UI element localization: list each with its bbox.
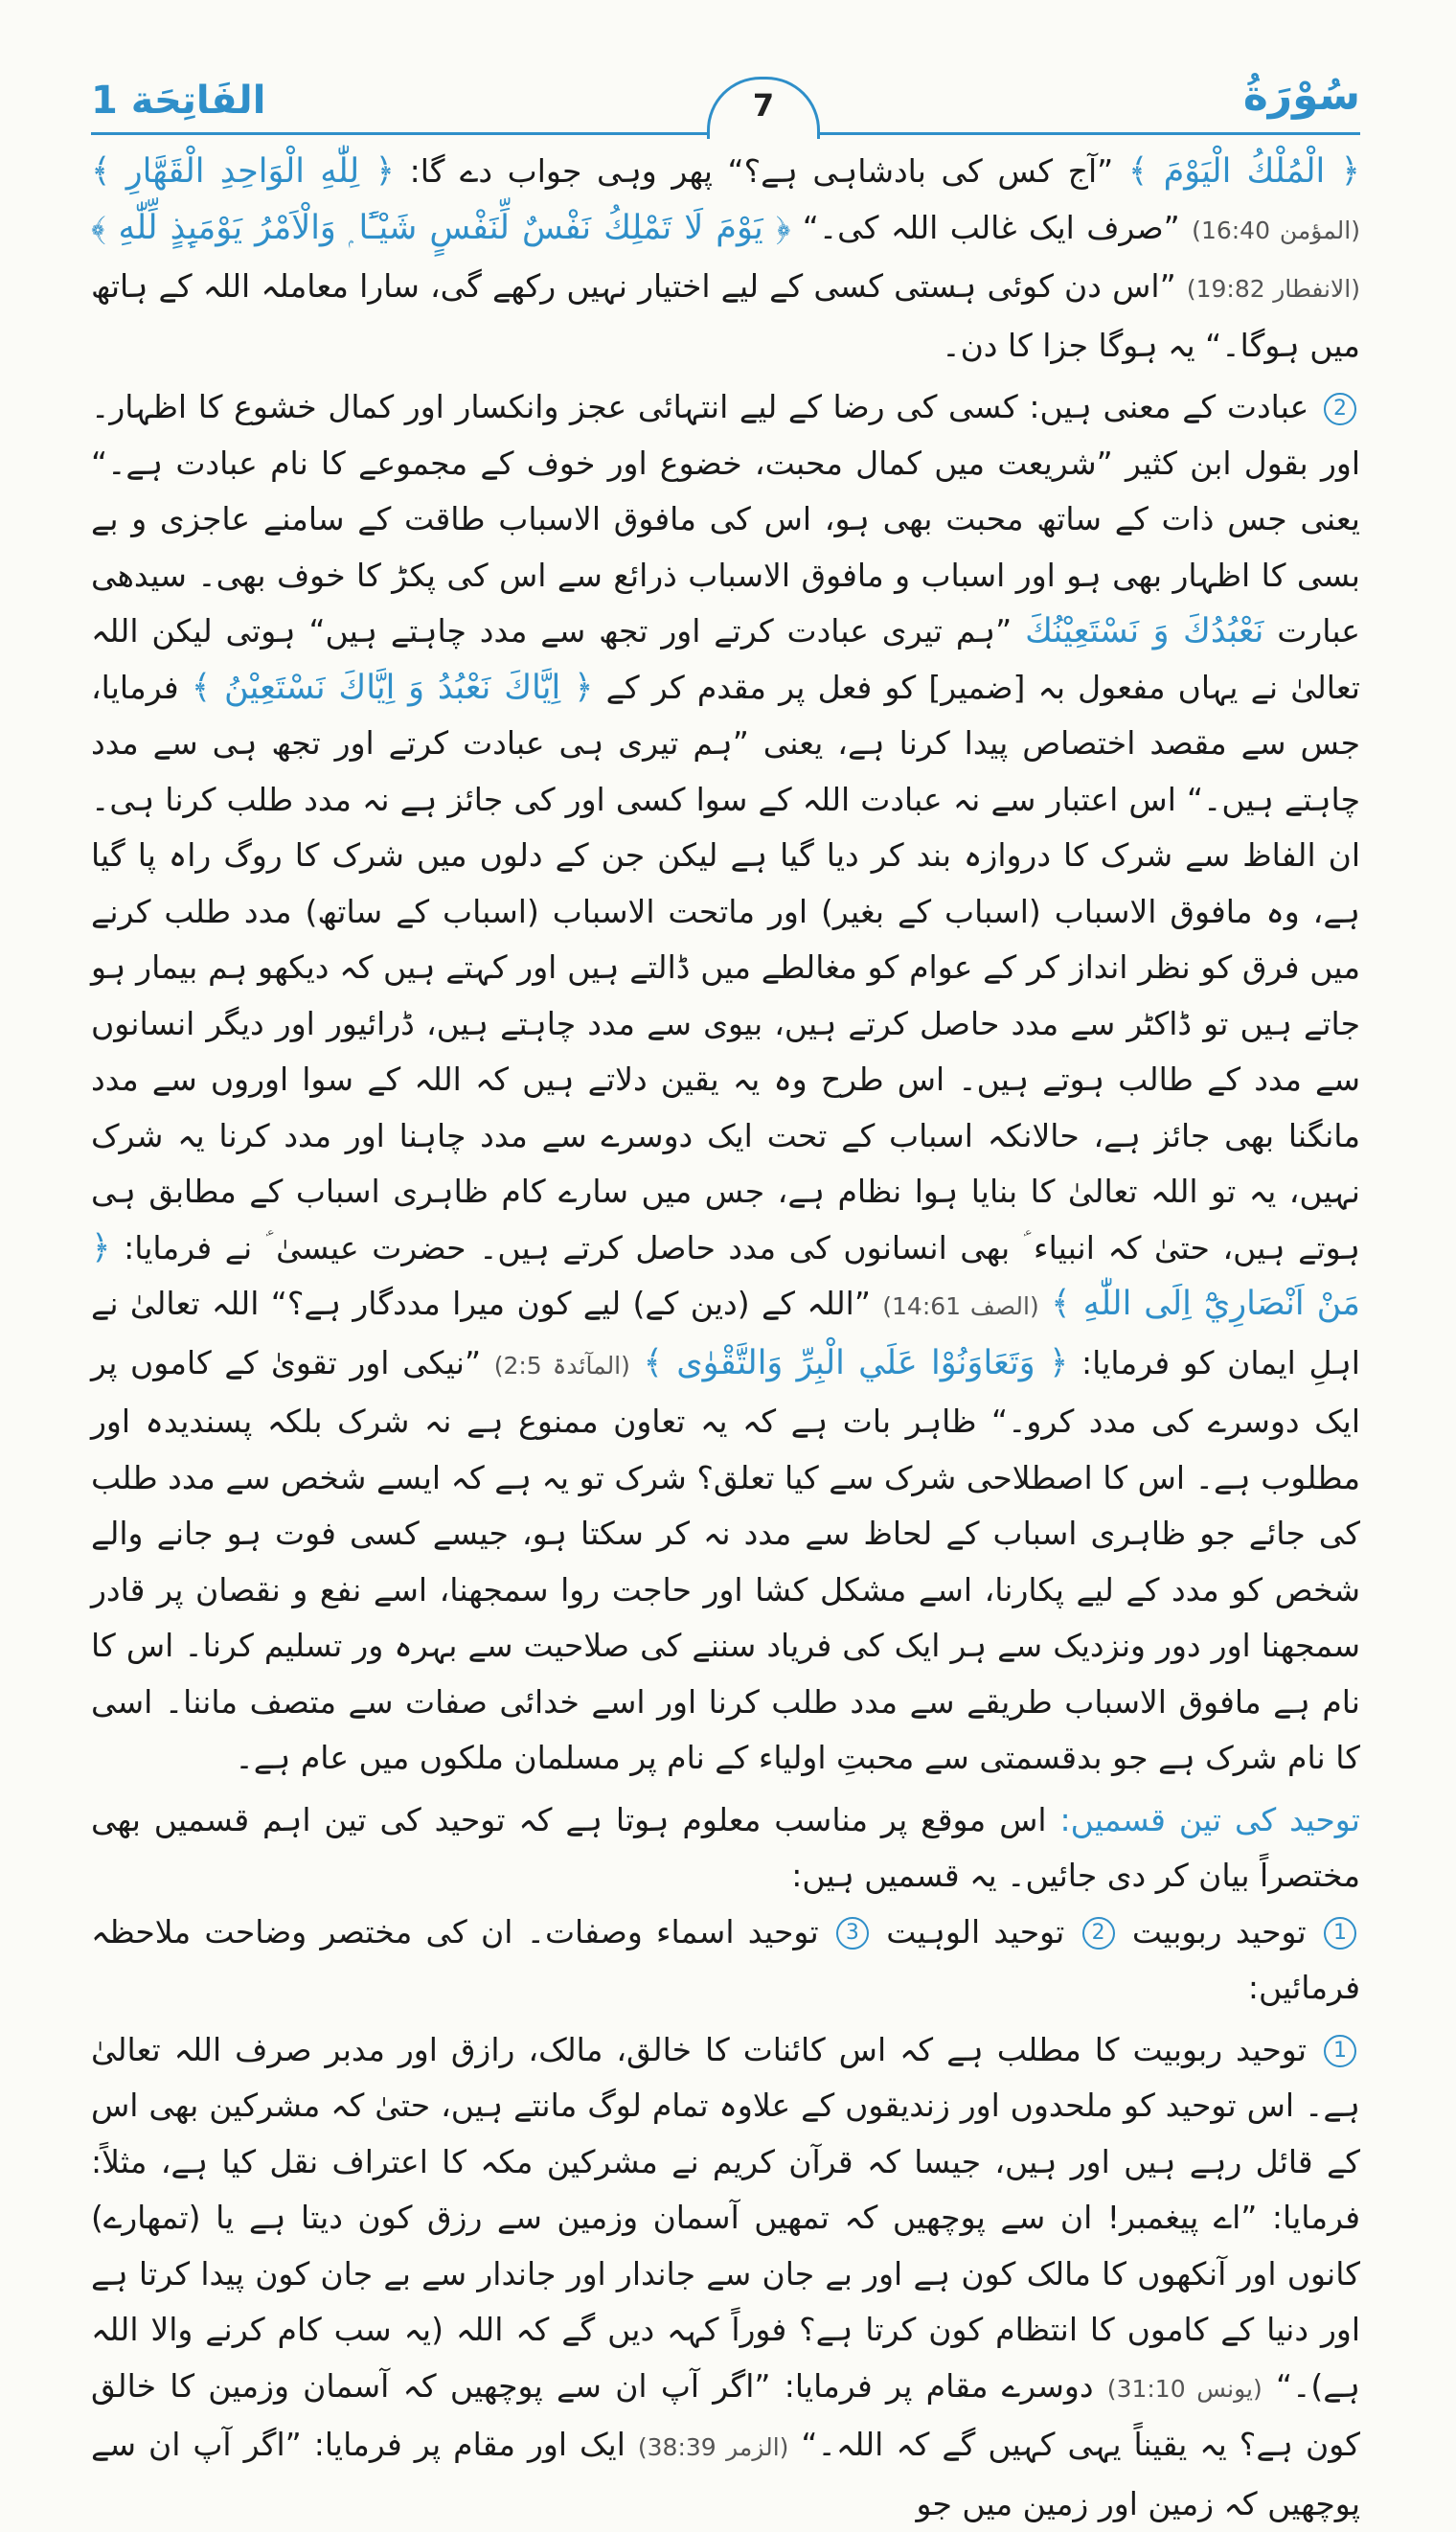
body-text: عبادت کے معنی ہیں: کسی کی رضا کے لیے انتہائی عجز وانکسار اور کمال خشوع کا اظہار۔ اور بقول ابن کثیر ”شریعت میں کمال محبت، خضوع اور خوف کے مجموعے کا نام عبادت ہے۔“ یعنی جس ذات کے ساتھ محبت بھی ہو، اس کی مافوق الاسباب طاقت کے سامنے عاجزی و بے بسی کا اظہار بھی ہو اور اسباب و مافوق الاسباب ذرائع سے اس کی پکڑ کا خوف بھی۔ سیدھی عبارت <box>91 388 1360 650</box>
surah-name: الفَاتِحَة 1 <box>91 79 265 123</box>
section-heading: توحید کی تین قسمیں: <box>1059 1801 1360 1838</box>
ayah-text: نَعْبُدُكَ وَ نَسْتَعِيْنُكَ <box>1025 612 1263 650</box>
paragraph-2 <box>91 379 1360 1787</box>
page-header <box>0 0 1456 153</box>
list-item: توحید اسماء وصفات۔ <box>527 1913 819 1950</box>
body-text: ”اللہ کے (دین کے) لیے کون میرا مددگار ہے؟“ اللہ تعالیٰ نے اہلِ ایمان کو فرمایا: <box>91 1285 1360 1381</box>
body-text: ان کی مختصر وضاحت ملاحظہ فرمائیں: <box>91 1913 1360 2007</box>
list-item: توحید ربوبیت <box>1132 1913 1307 1950</box>
tawheed-types-list <box>91 1905 1360 2017</box>
ayah-text: ﴿ يَوْمَ لَا تَمْلِكُ نَفْسٌ لِّنَفْسٍ شَيْـًٔا ۭ وَالْاَمْرُ يَوْمَىِٕذٍ لِّلّٰهِ ﴾ <box>91 209 790 247</box>
body-text: ”نیکی اور تقویٰ کے کاموں پر ایک دوسرے کی مدد کرو۔“ ظاہر بات ہے کہ یہ تعاون ممنوع ہے نہ شرک بلکہ پسندیدہ اور مطلوب ہے۔ اس کا اصطلاحی شرک سے کیا تعلق؟ شرک تو یہ ہے کہ ایسے شخص سے مدد طلب کی جائے جو ظاہری اسباب کے لحاظ سے مدد نہ کر سکتا ہو، جیسے کسی فوت ہو جانے والے شخص کو مدد کے لیے پکارنا، اسے مشکل کشا اور حاجت روا سمجھنا، اسے نفع و نقصان پر قادر سمجھنا اور دور ونزدیک سے ہر ایک کی فریاد سننے کی صلاحیت سے بہرہ ور تسلیم کرنا۔ اس کا نام ہے مافوق الاسباب طریقے سے مدد طلب کرنا اور اسے خدائی صفات سے متصف ماننا۔ اسی کا نام شرک ہے جو بدقسمتی سے محبتِ اولیاء کے نام پر مسلمان ملکوں میں عام ہے۔ <box>91 1344 1360 1777</box>
verse-reference: (المؤمن 16:40) <box>1192 217 1360 244</box>
footnote-number: 2 <box>1324 393 1356 425</box>
ayah-text: ﴿ وَتَعَاوَنُوْا عَلَي الْبِرِّ وَالتَّقْوٰى ﴾ <box>644 1344 1069 1382</box>
body-text: ”صرف ایک غالب اللہ کی۔“ <box>803 209 1180 246</box>
list-item: توحید الوہیت <box>886 1913 1064 1950</box>
body-text: دوسرے مقام پر فرمایا: ”اگر آپ ان سے پوچھیں کہ آسمان وزمین کا خالق کون ہے؟ یہ یقیناً یہی کہیں گے کہ اللہ۔“ <box>91 2367 1360 2464</box>
verse-reference: (الانفطار 19:82) <box>1187 275 1360 303</box>
page-body <box>91 144 1360 2532</box>
body-text: اس موقع پر مناسب معلوم ہوتا ہے کہ توحید کی تین اہم قسمیں بھی مختصراً بیان کر دی جائیں۔ یہ قسمیں ہیں: <box>91 1801 1360 1895</box>
ayah-text: ﴿ اِيَّاكَ نَعْبُدُ وَ اِيَّاكَ نَسْتَعِيْنُ ﴾ <box>192 669 594 707</box>
surah-label: سُوْرَةُ <box>1243 71 1360 120</box>
body-text: ”آج کس کی بادشاہی ہے؟“ پھر وہی جواب دے گا: <box>410 152 1114 190</box>
verse-reference: (المآئدۃ 2:5) <box>494 1352 630 1380</box>
ayah-text: ﴿ مَنْ اَنْصَارِيْٓ اِلَى اللّٰهِ ﴾ <box>91 1229 1360 1324</box>
body-text: فرمایا، جس سے مقصد اختصاص پیدا کرنا ہے، یعنی ”ہم تیری ہی عبادت کرتے اور تجھ ہی سے مدد چاہتے ہیں۔“ اس اعتبار سے نہ عبادت اللہ کے سوا کسی اور کی جائز ہے نہ مدد طلب کرنا ہی۔ ان الفاظ سے شرک کا دروازہ بند کر دیا گیا ہے لیکن جن کے دلوں میں شرک کا روگ راہ پا گیا ہے، وہ مافوق الاسباب (اسباب کے بغیر) اور ماتحت الاسباب (اسباب کے ساتھ) مدد طلب کرنے میں فرق کو نظر انداز کر کے عوام کو مغالطے میں ڈالتے ہیں اور کہتے ہیں کہ دیکھو ہم بیمار ہو جاتے ہیں تو ڈاکٹر سے مدد حاصل کرتے ہیں، بیوی سے مدد چاہتے ہیں، ڈرائیور اور دیگر انسانوں سے مدد کے طالب ہوتے ہیں۔ اس طرح وہ یہ یقین دلاتے ہیں کہ اللہ کے سوا اوروں سے مدد مانگنا بھی جائز ہے، حالانکہ اسباب کے تحت ایک دوسرے سے مدد چاہنا اور مدد کرنا یہ شرک نہیں، یہ تو اللہ تعالیٰ کا بنایا ہوا نظام ہے، جس میں سارے کام ظاہری اسباب کے مطابق ہی ہوتے ہیں، حتیٰ کہ انبیاء ؑ بھی انسانوں کی مدد حاصل کرتے ہیں۔ حضرت عیسیٰ ؑ نے فرمایا: <box>91 669 1360 1266</box>
body-text: توحید ربوبیت کا مطلب ہے کہ اس کائنات کا خالق، مالک، رازق اور مدبر صرف اللہ تعالیٰ ہے۔ اس توحید کو ملحدوں اور زندیقوں کے علاوہ تمام لوگ مانتے ہیں، حتیٰ کہ مشرکین بھی اس کے قائل رہے ہیں اور ہیں، جیسا کہ قرآن کریم نے مشرکین مکہ کا اعتراف نقل کیا ہے، مثلاً: فرمایا: ”اے پیغمبر! ان سے پوچھیں کہ تمھیں آسمان وزمین سے رزق کون دیتا ہے یا (تمھارے) کانوں اور آنکھوں کا مالک کون ہے اور بے جان سے جاندار اور جاندار سے بے جان کون پیدا کرتا ہے اور دنیا کے کاموں کا انتظام کون کرتا ہے؟ فوراً کہہ دیں گے کہ اللہ (یہ سب کام کرنے والا اللہ ہے)۔“ <box>91 2031 1360 2405</box>
paragraph-3 <box>91 1792 1360 1905</box>
verse-reference: (یونس 31:10) <box>1107 2375 1263 2403</box>
verse-reference: (الزمر 38:39) <box>638 2433 789 2461</box>
list-number: 2 <box>1082 1917 1115 1950</box>
paragraph-4 <box>91 2022 1360 2532</box>
page-number-tab <box>707 77 820 139</box>
list-number: 3 <box>836 1917 869 1950</box>
ayah-text: ﴿ لِلّٰهِ الْوَاحِدِ الْقَهَّارِ ﴾ <box>91 152 395 191</box>
list-number: 1 <box>1324 1917 1356 1950</box>
ayah-text: ﴿ الْمُلْكُ الْيَوْمَ ﴾ <box>1128 152 1360 191</box>
page-number: 7 <box>710 87 817 124</box>
body-text: ”اس دن کوئی ہستی کسی کے لیے اختیار نہیں رکھے گی، سارا معاملہ اللہ کے ہاتھ میں ہوگا۔“ یہ ہوگا جزا کا دن۔ <box>91 267 1360 364</box>
verse-reference: (الصف 14:61) <box>882 1292 1038 1320</box>
body-text: ”ہم تیری عبادت کرتے اور تجھ سے مدد چاہتے ہیں“ ہوتی لیکن اللہ تعالیٰ نے یہاں مفعول بہ [ضمیر] کو فعل پر مقدم کر کے <box>91 612 1360 706</box>
list-number: 1 <box>1324 2035 1356 2067</box>
body-text: ایک اور مقام پر فرمایا: ”اگر آپ ان سے پوچھیں کہ زمین اور زمین میں جو <box>91 2426 1360 2522</box>
paragraph-1 <box>91 144 1360 374</box>
